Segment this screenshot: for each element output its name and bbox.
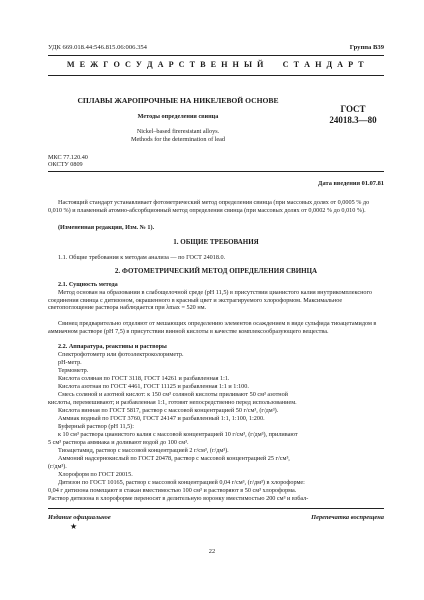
list-item: (г/дм³). <box>48 463 67 470</box>
english-title-line-1: Nickel–based fireresistant alloys. <box>136 128 220 135</box>
introduction-date: Дата введения 01.07.81 <box>318 180 384 187</box>
scope-paragraph: Настоящий стандарт устанавливает фотометрический метод определения свинца (при массовых долях от 0,0005 % до 0,010 %) и пламенный атомно-абсорбционный метод определения свинца (при массовых долях от 0,0002 % до 0,010 %). <box>48 199 370 214</box>
list-item: Смесь соляной и азотной кислот: к 150 см³ соляной кислоты приливают 50 см³ азотной <box>58 391 288 398</box>
list-item: Кислота азотная по ГОСТ 4461, ГОСТ 11125 и разбавленная 1:1 и 1:100. <box>58 383 249 390</box>
method-essence-paragraph-2: Свинец предварительно отделяют от мешающих определению элементов осаждением в виде сульфида тиоацетамидом в аммиачном растворе (pH 7,5) в присутствии винной кислоты в качестве комплексообразующего вещества. <box>48 320 377 335</box>
list-item: 5 см³ раствора аммиака и доливают водой до 100 см³. <box>48 439 189 446</box>
group-code: Группа В39 <box>349 44 384 51</box>
section-1-text: 1.1. Общие требования к методам анализа — по ГОСТ 24018.0. <box>58 254 226 261</box>
list-item: Спектрофотометр или фотоэлектроколориметр. <box>58 351 184 358</box>
list-item: Термометр. <box>58 367 89 374</box>
subsection-2-1-heading: 2.1. Сущность метода <box>58 281 118 288</box>
header-rule-top <box>48 55 384 56</box>
section-1-heading: 1. ОБЩИЕ ТРЕБОВАНИЯ <box>173 238 259 246</box>
reprint-prohibited-label: Перепечатка воспрещена <box>311 514 384 521</box>
list-item: Дитизон по ГОСТ 10165, раствор с массовой концентрацией 0,04 г/см³, (г/дм³) в хлороформе: <box>58 479 305 486</box>
list-item: Тиоацетамид, раствор с массовой концентрацией 2 г/см³, (г/дм³). <box>58 447 229 454</box>
method-essence-paragraph-1: Метод основан на образовании в слабощелочной среде (pH 11,5) в присутствии цианистого калия внутрикомплексного соединения свинца с дитизоном, окрашенного в красный цвет и экстрагируемого хлороформом. Максимальное светопоглощение раствора наблюдается при λmax = 520 нм. <box>48 289 372 312</box>
star-icon: ★ <box>70 522 78 531</box>
list-item: pH-метр. <box>58 359 82 366</box>
list-item: Буферный раствор (pH 11,5): <box>58 423 134 430</box>
document-title: СПЛАВЫ ЖАРОПРОЧНЫЕ НА НИКЕЛЕВОЙ ОСНОВЕ <box>77 96 279 105</box>
list-item: Кислота винная по ГОСТ 5817, раствор с массовой концентрацией 50 г/см³, (г/дм³). <box>58 407 279 414</box>
interstate-standard-banner: М Е Ж Г О С У Д А Р С Т В Е Н Н Ы Й С Т А Н Д А Р Т <box>66 60 366 69</box>
list-item: Аммоний надсернокислый по ГОСТ 20478, раствор с массовой концентрацией 25 г/см³, <box>58 455 290 462</box>
list-item: Хлороформ по ГОСТ 20015. <box>58 471 133 478</box>
list-item: 0,04 г дитизона помещают в стакан вместимостью 100 см³ и растворяют в 50 см³ хлороформа. <box>48 487 297 494</box>
udk-code: УДК 669.018.44:546.815.06:006.354 <box>48 44 147 51</box>
page-number: 22 <box>208 548 216 555</box>
list-item: к 10 см³ раствора цианистого калия с массовой концентрацией 10 г/см³, (г/дм³), приливают <box>58 431 298 438</box>
header-rule-bottom <box>48 75 384 76</box>
gost-number: 24018.3—80 <box>329 115 377 125</box>
mks-code: МКС 77.120.40 <box>48 154 88 161</box>
okstu-code: ОКСТУ 0809 <box>48 161 83 168</box>
amendment-note: (Измененная редакция, Изм. № 1). <box>58 224 155 231</box>
list-item: Аммиак водный по ГОСТ 3760, ГОСТ 24147 и разбавленный 1:1, 1:100, 1:200. <box>58 415 265 422</box>
list-item: Кислота соляная по ГОСТ 3118, ГОСТ 14261 и разбавленная 1:1. <box>58 375 230 382</box>
footer-rule <box>48 508 384 509</box>
english-title-line-2: Methods for the determination of lead <box>131 136 225 143</box>
list-item: Раствор дитизона в хлороформе переносят в делительную воронку вместимостью 200 см³ и взбал- <box>48 495 309 502</box>
official-edition-label: Издание официальное <box>48 514 111 521</box>
gost-label: ГОСТ <box>340 104 366 114</box>
list-item: кислоты, перемешивают; и разбавленная 1:1, готовят непосредственно перед использованием. <box>48 399 297 406</box>
section-2-heading: 2. ФОТОМЕТРИЧЕСКИЙ МЕТОД ОПРЕДЕЛЕНИЯ СВИНЦА <box>114 267 318 275</box>
document-subtitle: Методы определения свинца <box>137 113 219 120</box>
title-divider <box>48 171 384 172</box>
subsection-2-2-heading: 2.2. Аппаратура, реактивы и растворы <box>58 343 167 350</box>
